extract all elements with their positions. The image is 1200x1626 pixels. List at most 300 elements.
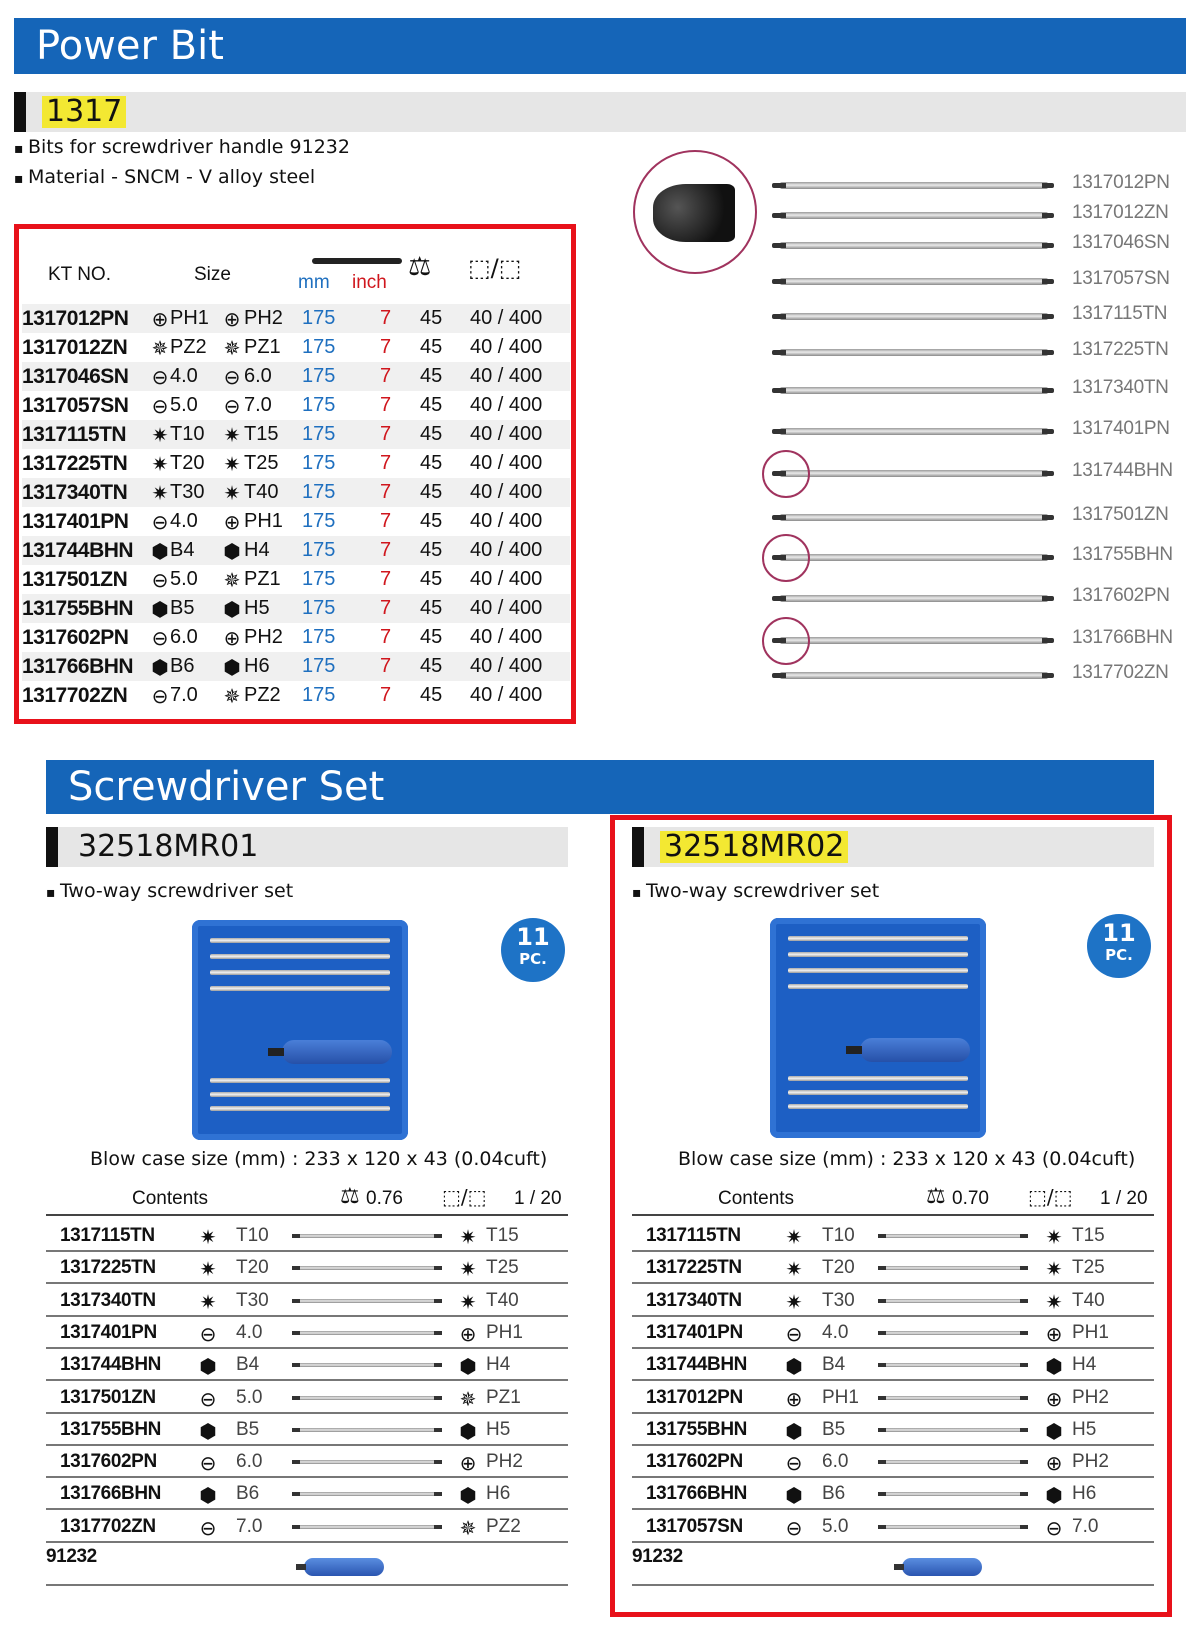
size-tip1-cell: PZ2 [170, 336, 207, 358]
tip1-size-cell: 6.0 [236, 1451, 263, 1473]
length-inch-cell: 7 [380, 684, 392, 706]
tip1-size-cell: 4.0 [822, 1321, 849, 1343]
weight-cell: 45 [420, 394, 443, 416]
double-ended-bit-image [780, 349, 1048, 356]
set2-bullet: ▪ Two-way screwdriver set [632, 880, 879, 902]
tip-type-icon: ⊖ [1045, 1515, 1063, 1540]
table-row [22, 623, 570, 652]
tip1-size-cell: B4 [822, 1354, 846, 1376]
set1-bullet: ▪ Two-way screwdriver set [46, 880, 293, 902]
bit-code-label: 1317401PN [1072, 418, 1170, 439]
size-tip1-cell: T10 [170, 423, 205, 445]
length-inch-cell: 7 [380, 568, 392, 590]
bit-in-case-image [210, 1092, 390, 1097]
tip-type-icon: ⊕ [459, 1321, 477, 1346]
length-inch-cell: 7 [380, 336, 392, 358]
tip2-size-cell: T40 [486, 1289, 519, 1311]
table-row [22, 420, 570, 449]
tip-type-icon: ✷ [459, 1289, 477, 1314]
power-bit-bullet-handle: ▪ Bits for screwdriver handle 91232 [14, 136, 350, 158]
weight-cell: 45 [420, 481, 443, 503]
size-tip2-cell: H5 [244, 597, 270, 619]
tip2-size-cell: H6 [1072, 1483, 1097, 1505]
double-ended-bit-image [884, 1460, 1022, 1464]
bit-code-cell: 1317340TN [646, 1289, 742, 1311]
contents-row [46, 1511, 568, 1543]
tip2-size-cell: H5 [486, 1418, 511, 1440]
set1-code-bar [46, 827, 568, 867]
length-inch-cell: 7 [380, 655, 392, 677]
length-mm-cell: 175 [302, 510, 336, 532]
table-row [22, 536, 570, 565]
set1-piece-count: 11 [516, 923, 550, 951]
weight-cell: 45 [420, 365, 443, 387]
set2-handle-code: 91232 [632, 1546, 683, 1567]
tip-type-icon: ✷ [1045, 1289, 1063, 1314]
set2-contents-label: Contents [718, 1188, 795, 1209]
bit-code-label: 1317115TN [1072, 303, 1168, 324]
tip-type-icon: ⊖ [785, 1515, 803, 1540]
double-ended-bit-image [298, 1492, 436, 1496]
size-tip2-cell: H6 [244, 655, 270, 677]
double-ended-bit-image [780, 242, 1048, 249]
kt-no-cell: 1317225TN [22, 452, 128, 475]
tip1-size-cell: T20 [822, 1257, 855, 1279]
double-ended-bit-image [298, 1525, 436, 1529]
bit-image-row [780, 170, 1180, 200]
double-ended-bit-image [780, 278, 1048, 285]
double-ended-bit-image [780, 313, 1048, 320]
tip-type-icon: ✷ [151, 423, 169, 447]
table-row [22, 304, 570, 333]
set1-blow-case-image [192, 920, 408, 1140]
double-ended-bit-image [884, 1363, 1022, 1367]
tip1-size-cell: 4.0 [236, 1321, 263, 1343]
double-ended-bit-image [780, 514, 1048, 521]
pack-qty-cell: 40 / 400 [470, 539, 543, 561]
bit-code-cell: 1317702ZN [60, 1515, 156, 1537]
size-tip1-cell: 6.0 [170, 626, 198, 648]
bit-code-cell: 1317115TN [60, 1225, 155, 1246]
tip-type-icon: ⊖ [151, 365, 169, 389]
hex-ball-tip-icon [653, 184, 735, 242]
pack-qty-cell: 40 / 400 [470, 626, 543, 648]
length-mm-cell: 175 [302, 481, 336, 503]
length-inch-cell: 7 [380, 510, 392, 532]
tip-type-icon: ⊕ [1045, 1386, 1063, 1411]
tip-type-icon: ✷ [459, 1257, 477, 1282]
size-tip1-cell: PH1 [170, 307, 209, 329]
tip-type-icon: ✷ [151, 452, 169, 476]
tip-type-icon: ⬢ [1045, 1483, 1063, 1508]
bit-image-row [780, 625, 1180, 655]
size-tip1-cell: 7.0 [170, 684, 198, 706]
tip1-size-cell: T10 [822, 1225, 855, 1246]
double-ended-bit-image [884, 1331, 1022, 1335]
tip2-size-cell: PZ1 [486, 1386, 521, 1408]
set2-code: 32518MR02 [660, 831, 848, 863]
weight-cell: 45 [420, 423, 443, 445]
weight-scale-icon: ⚖ [408, 252, 432, 282]
box-pack-icon: ⬚/⬚ [442, 1185, 487, 1209]
double-ended-bit-image [298, 1331, 436, 1335]
tip1-size-cell: B6 [822, 1483, 846, 1505]
power-bit-table-header [22, 244, 570, 304]
bit-code-cell: 1317602PN [60, 1451, 157, 1473]
bit-code-label: 1317340TN [1072, 377, 1169, 398]
tip2-size-cell: T40 [1072, 1289, 1105, 1311]
table-row [22, 507, 570, 536]
set1-piece-count-badge [501, 918, 565, 982]
contents-row [632, 1511, 1154, 1543]
bit-image-row [780, 337, 1180, 367]
size-tip1-cell: 4.0 [170, 365, 198, 387]
bit-code-cell: 131766BHN [646, 1483, 747, 1505]
bit-image-row [780, 301, 1180, 331]
double-ended-bit-image [298, 1363, 436, 1367]
tip-type-icon: ⊖ [199, 1386, 217, 1411]
double-ended-bit-image [884, 1396, 1022, 1400]
double-ended-bit-image [298, 1266, 436, 1270]
bit-in-case-image [210, 954, 390, 959]
set2-blow-case-image [770, 918, 986, 1138]
pack-qty-cell: 40 / 400 [470, 568, 543, 590]
ball-end-highlight-circle [762, 617, 810, 665]
double-ended-bit-image [780, 387, 1048, 394]
size-tip2-cell: PZ2 [244, 684, 281, 706]
tip-type-icon: ⬢ [199, 1483, 217, 1508]
double-ended-bit-image [780, 470, 1048, 477]
contents-row [46, 1446, 568, 1478]
length-inch-cell: 7 [380, 423, 392, 445]
length-mm-cell: 175 [302, 568, 336, 590]
set1-code: 32518MR01 [78, 829, 259, 864]
double-ended-bit-image [298, 1396, 436, 1400]
contents-row [632, 1478, 1154, 1510]
contents-row [632, 1349, 1154, 1381]
bit-in-case-image [210, 938, 390, 943]
double-ended-bit-image [298, 1428, 436, 1432]
contents-row [632, 1285, 1154, 1317]
weight-cell: 45 [420, 510, 443, 532]
contents-row [46, 1252, 568, 1284]
header-inch: inch [352, 272, 387, 293]
tip-type-icon: ⊖ [223, 394, 241, 418]
length-inch-cell: 7 [380, 539, 392, 561]
tip2-size-cell: T15 [486, 1225, 519, 1246]
tip-type-icon: ⊖ [785, 1451, 803, 1476]
tip1-size-cell: 5.0 [236, 1386, 263, 1408]
bit-code-label: 131744BHN [1072, 460, 1173, 481]
bit-code-cell: 131744BHN [646, 1354, 747, 1376]
length-mm-cell: 175 [302, 365, 336, 387]
tip-type-icon: ✷ [785, 1289, 803, 1314]
bit-code-cell: 131744BHN [60, 1354, 161, 1376]
tip-type-icon: ⬢ [785, 1418, 803, 1443]
double-ended-bit-image [298, 1299, 436, 1303]
tip-type-icon: ⬢ [151, 539, 169, 563]
bit-code-label: 1317012PN [1072, 172, 1170, 193]
bit-image-row [780, 542, 1180, 572]
weight-cell: 45 [420, 626, 443, 648]
bit-image-row [780, 230, 1180, 260]
tip-type-icon: ⊕ [151, 307, 169, 331]
bit-code-cell: 1317012PN [646, 1386, 743, 1408]
pack-qty-cell: 40 / 400 [470, 510, 543, 532]
size-tip1-cell: 5.0 [170, 568, 198, 590]
double-ended-bit-image [780, 672, 1048, 679]
bit-code-label: 131755BHN [1072, 544, 1173, 565]
tip1-size-cell: B5 [236, 1418, 260, 1440]
box-pack-icon: ⬚/⬚ [1028, 1185, 1073, 1209]
kt-no-cell: 1317702ZN [22, 684, 128, 707]
length-mm-cell: 175 [302, 539, 336, 561]
weight-cell: 45 [420, 655, 443, 677]
bit-in-case-image [210, 986, 390, 991]
bit-code-cell: 1317602PN [646, 1451, 743, 1473]
tip1-size-cell: 5.0 [822, 1515, 849, 1537]
pack-qty-cell: 40 / 400 [470, 452, 543, 474]
tip1-size-cell: T20 [236, 1257, 269, 1279]
set2-handle-row [632, 1546, 1154, 1586]
bit-image-row [780, 502, 1180, 532]
kt-no-cell: 131744BHN [22, 539, 134, 562]
tip-type-icon: ⬢ [199, 1418, 217, 1443]
bit-code-cell: 1317401PN [646, 1321, 743, 1343]
bit-image-row [780, 266, 1180, 296]
bit-code-cell: 1317225TN [60, 1257, 156, 1279]
tip-type-icon: ✷ [785, 1257, 803, 1282]
tip-type-icon: ✷ [199, 1225, 217, 1249]
length-mm-cell: 175 [302, 452, 336, 474]
length-mm-cell: 175 [302, 626, 336, 648]
size-tip1-cell: 5.0 [170, 394, 198, 416]
kt-no-cell: 1317115TN [22, 423, 127, 446]
tip-type-icon: ⊖ [223, 365, 241, 389]
tip-type-icon: ⊖ [151, 394, 169, 418]
double-ended-bit-image [884, 1492, 1022, 1496]
weight-cell: 45 [420, 307, 443, 329]
tip-type-icon: ⊕ [785, 1386, 803, 1411]
tip2-size-cell: PZ2 [486, 1515, 521, 1537]
screwdriver-handle-icon [304, 1558, 384, 1576]
size-tip2-cell: PZ1 [244, 568, 281, 590]
table-row [22, 594, 570, 623]
tip1-size-cell: T10 [236, 1225, 269, 1246]
tip2-size-cell: H5 [1072, 1418, 1097, 1440]
size-tip1-cell: B4 [170, 539, 195, 561]
contents-row [632, 1220, 1154, 1252]
set2-piece-unit: PC. [1105, 946, 1133, 964]
power-bit-table-body [22, 304, 570, 710]
tip-type-icon: ✷ [1045, 1257, 1063, 1282]
header-mm: mm [298, 272, 330, 293]
size-tip1-cell: B5 [170, 597, 195, 619]
tip-type-icon: ✵ [223, 568, 241, 592]
bit-code-cell: 131766BHN [60, 1483, 161, 1505]
table-row [22, 681, 570, 710]
contents-row [46, 1349, 568, 1381]
bit-code-cell: 131755BHN [60, 1418, 161, 1440]
power-bit-bullet-material: ▪ Material - SNCM - V alloy steel [14, 166, 315, 188]
code-bar-marker [14, 92, 26, 132]
tip2-size-cell: PH2 [1072, 1386, 1109, 1408]
ball-end-highlight-circle [762, 534, 810, 582]
size-tip2-cell: T15 [244, 423, 279, 445]
tip1-size-cell: T30 [236, 1289, 269, 1311]
length-inch-cell: 7 [380, 394, 392, 416]
bit-image-row [780, 375, 1180, 405]
weight-kg-icon: ⚖ [340, 1184, 360, 1209]
length-mm-cell: 175 [302, 394, 336, 416]
pack-qty-cell: 40 / 400 [470, 307, 543, 329]
double-ended-bit-image [780, 595, 1048, 602]
weight-cell: 45 [420, 597, 443, 619]
bit-code-label: 1317501ZN [1072, 504, 1169, 525]
size-tip1-cell: B6 [170, 655, 195, 677]
kt-no-cell: 131755BHN [22, 597, 134, 620]
table-row [22, 449, 570, 478]
bit-in-case-image [788, 936, 968, 941]
set1-handle-row [46, 1546, 568, 1586]
set2-weight: 0.70 [952, 1188, 989, 1209]
tip-type-icon: ⊕ [1045, 1451, 1063, 1476]
table-row [22, 333, 570, 362]
tip-type-icon: ⊕ [1045, 1321, 1063, 1346]
length-mm-cell: 175 [302, 655, 336, 677]
weight-cell: 45 [420, 539, 443, 561]
header-kt-no: KT NO. [48, 264, 111, 285]
bit-code-label: 1317702ZN [1072, 662, 1169, 683]
tip2-size-cell: 7.0 [1072, 1515, 1099, 1537]
bit-image-row [780, 416, 1180, 446]
bit-code-label: 1317012ZN [1072, 202, 1169, 223]
bit-code-cell: 131755BHN [646, 1418, 747, 1440]
tip-type-icon: ⬢ [459, 1483, 477, 1508]
tip-type-icon: ✷ [223, 481, 241, 505]
table-row [22, 652, 570, 681]
pack-qty-cell: 40 / 400 [470, 597, 543, 619]
set1-contents-label: Contents [132, 1188, 209, 1209]
tip-type-icon: ⊖ [199, 1321, 217, 1346]
power-bit-title: Power Bit [36, 23, 224, 69]
tip2-size-cell: H6 [486, 1483, 511, 1505]
set1-weight: 0.76 [366, 1188, 403, 1209]
length-mm-cell: 175 [302, 423, 336, 445]
kt-no-cell: 1317340TN [22, 481, 128, 504]
tip1-size-cell: 6.0 [822, 1451, 849, 1473]
screwdriver-set-banner [46, 760, 1154, 814]
double-ended-bit-image [884, 1428, 1022, 1432]
pack-qty-cell: 40 / 400 [470, 655, 543, 677]
bit-code-cell: 1317501ZN [60, 1386, 156, 1408]
size-tip1-cell: 4.0 [170, 510, 198, 532]
tip-type-icon: ✷ [223, 423, 241, 447]
table-row [22, 391, 570, 420]
contents-row [46, 1220, 568, 1252]
bit-code-cell: 1317057SN [646, 1515, 743, 1537]
length-inch-cell: 7 [380, 597, 392, 619]
contents-row [632, 1317, 1154, 1349]
bit-image-row [780, 660, 1180, 690]
tip-type-icon: ⬢ [1045, 1354, 1063, 1379]
double-ended-bit-image [884, 1299, 1022, 1303]
contents-row [46, 1285, 568, 1317]
screwdriver-set-title: Screwdriver Set [68, 764, 385, 810]
size-tip2-cell: PZ1 [244, 336, 281, 358]
kt-no-cell: 1317046SN [22, 365, 129, 388]
bit-in-case-image [788, 1104, 968, 1109]
contents-row [46, 1317, 568, 1349]
tip-type-icon: ⊕ [223, 626, 241, 650]
length-inch-cell: 7 [380, 365, 392, 387]
kt-no-cell: 131766BHN [22, 655, 134, 678]
bit-tip-detail-image [633, 150, 757, 274]
bit-image-row [780, 200, 1180, 230]
tip-type-icon: ⬢ [151, 597, 169, 621]
tip-type-icon: ✷ [1045, 1225, 1063, 1249]
length-mm-cell: 175 [302, 684, 336, 706]
tip2-size-cell: PH1 [1072, 1321, 1109, 1343]
set2-piece-count: 11 [1102, 919, 1136, 947]
kt-no-cell: 1317501ZN [22, 568, 128, 591]
double-ended-bit-image [780, 554, 1048, 561]
bit-in-case-image [788, 1076, 968, 1081]
ball-end-highlight-circle [762, 450, 810, 498]
bit-in-case-image [210, 1106, 390, 1111]
tip-type-icon: ✷ [151, 481, 169, 505]
kt-no-cell: 1317012PN [22, 307, 129, 330]
set1-piece-unit: PC. [519, 950, 547, 968]
size-tip1-cell: T30 [170, 481, 205, 503]
double-ended-bit-image [780, 637, 1048, 644]
double-ended-bit-image [780, 428, 1048, 435]
screwdriver-handle-icon [902, 1558, 982, 1576]
bit-in-case-image [210, 1078, 390, 1083]
size-tip2-cell: PH1 [244, 510, 283, 532]
size-tip2-cell: PH2 [244, 307, 283, 329]
tip-type-icon: ✷ [223, 452, 241, 476]
tip-type-icon: ⬢ [785, 1354, 803, 1379]
tip-type-icon: ⊕ [223, 510, 241, 534]
size-tip2-cell: H4 [244, 539, 270, 561]
tip-type-icon: ⬢ [459, 1418, 477, 1443]
tip-type-icon: ✷ [459, 1225, 477, 1249]
kt-no-cell: 1317602PN [22, 626, 129, 649]
kt-no-cell: 1317057SN [22, 394, 129, 417]
tip1-size-cell: B5 [822, 1418, 846, 1440]
tip-type-icon: ⊖ [199, 1451, 217, 1476]
tip-type-icon: ✵ [223, 336, 241, 360]
tip2-size-cell: T15 [1072, 1225, 1105, 1246]
screwdriver-handle-icon [860, 1038, 970, 1062]
tip-type-icon: ⊖ [151, 510, 169, 534]
weight-kg-icon: ⚖ [926, 1184, 946, 1209]
box-pack-icon: ⬚/⬚ [468, 254, 522, 282]
contents-row [632, 1252, 1154, 1284]
weight-cell: 45 [420, 568, 443, 590]
tip-type-icon: ⬢ [199, 1354, 217, 1379]
tip2-size-cell: PH1 [486, 1321, 523, 1343]
length-bar-icon [312, 258, 402, 264]
bit-code-cell: 1317340TN [60, 1289, 156, 1311]
size-tip2-cell: 7.0 [244, 394, 272, 416]
pack-qty-cell: 40 / 400 [470, 336, 543, 358]
tip-type-icon: ✷ [199, 1289, 217, 1314]
set1-handle-code: 91232 [46, 1546, 97, 1567]
contents-row [632, 1414, 1154, 1446]
tip-type-icon: ⊖ [199, 1515, 217, 1540]
